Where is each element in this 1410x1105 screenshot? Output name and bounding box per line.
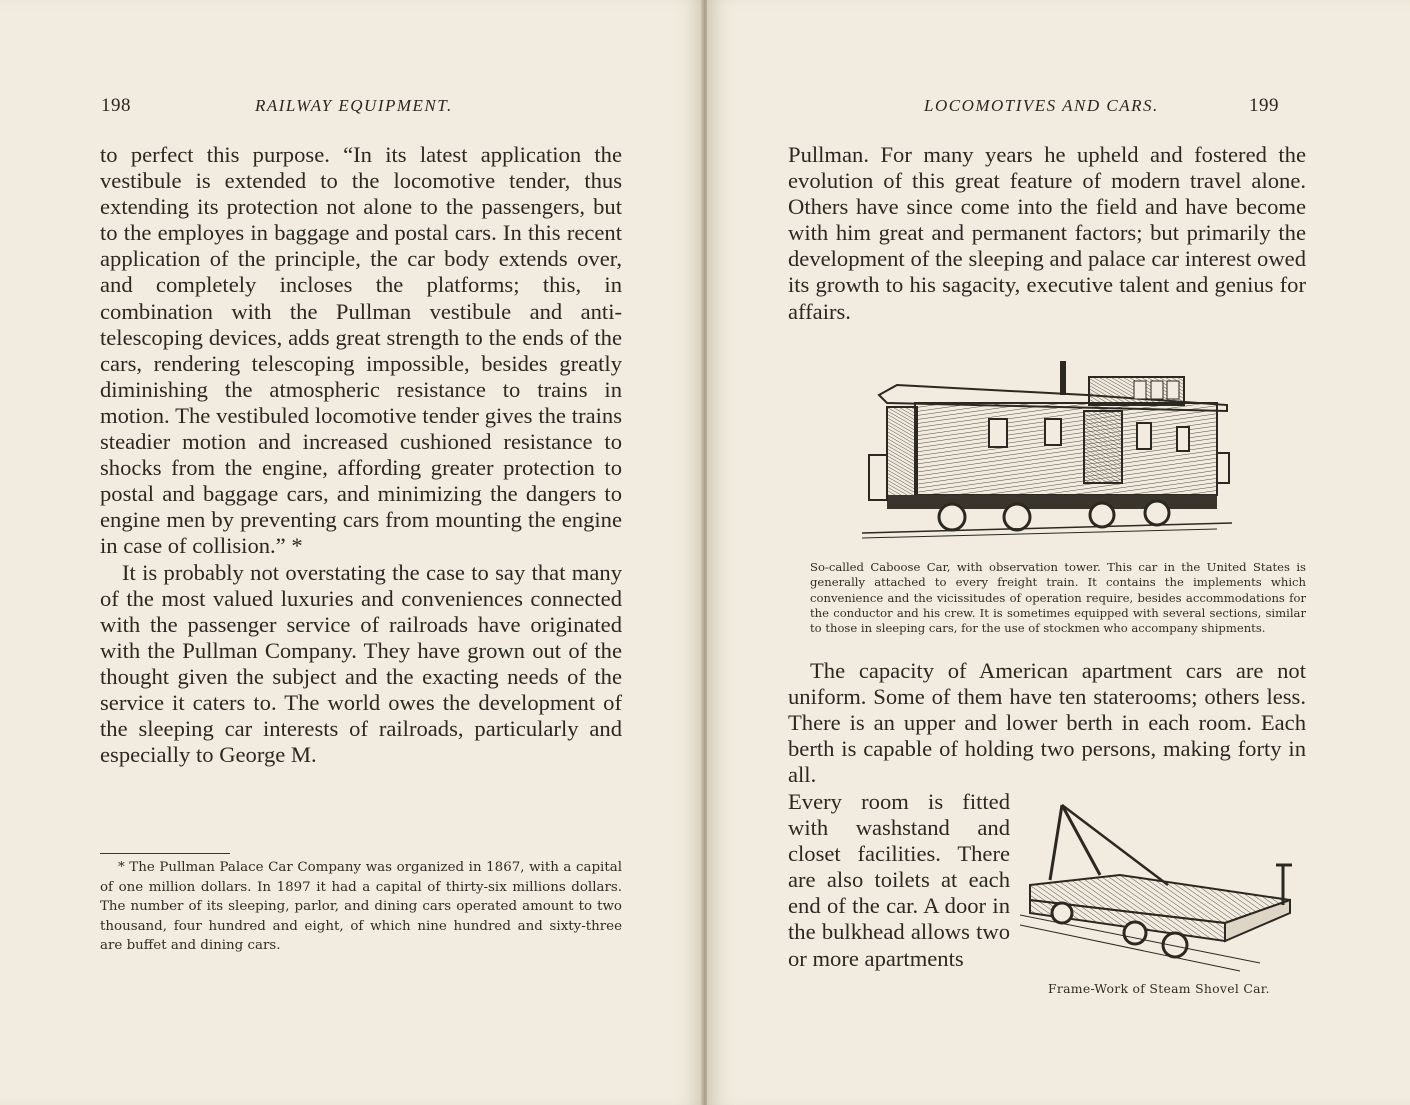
left-body-text: [100, 142, 622, 768]
footnote: [100, 858, 622, 956]
steam-shovel-car-illustration: [1020, 795, 1310, 975]
running-head-title-left: RAILWAY EQUIPMENT.: [255, 96, 453, 115]
steam-shovel-car-icon: [1020, 795, 1310, 975]
footnote-divider: [100, 853, 230, 854]
right-paragraph-2-wrapped: Every room is fitted with washstand and closet facilities. There are also toilets at each end of the car. A door in the bulkhead allows two or more apartments: [788, 789, 1010, 971]
steam-shovel-caption: Frame-Work of Steam Shovel Car.: [1048, 981, 1270, 996]
running-head-title-right: LOCOMOTIVES AND CARS.: [924, 96, 1159, 115]
caboose-caption: So-called Caboose Car, with observation tower. This car in the United States is generally attached to every freight train. It contains the implements which convenience and the vicissitudes of operation require, besides accommodations for the conductor and his crew. It is sometimes equipped with several sections, similar to those in sleeping cars, for the use of stockmen who accompany shipments.: [810, 560, 1306, 636]
left-page: [0, 0, 703, 1105]
right-page: [707, 0, 1410, 1105]
caboose-car-illustration: [857, 355, 1232, 545]
footnote-text: * The Pullman Palace Car Company was organized in 1867, with a capital of one million dollars. In 1897 it had a capital of thirty-six millions dollars. The number of its sleeping, parlor, and dining cars operated amount to two thousand, four hundred and eight, of which nine hundred and sixty-three are buffet and dining cars.: [100, 860, 622, 954]
right-body-text-2: [788, 658, 1306, 788]
right-paragraph-1: Pullman. For many years he upheld and fostered the evolution of this great feature of modern travel alone. Others have since come into the field and have become with him great and permanent factors; but primarily the development of the sleeping and palace car interest owed its growth to his sagacity, executive talent and genius for affairs.: [788, 142, 1306, 324]
left-paragraph-2: It is probably not overstating the case to say that many of the most valued luxuries and conveniences connected with the passenger service of railroads have originated with the Pullman Company. They have grown out of the thought given the subject and the exacting needs of the service it caters to. The world owes the development of the sleeping car interests of railroads, particularly and especially to George M.: [100, 559, 622, 768]
left-paragraph-1: to perfect this purpose. “In its latest application the vestibule is extended to the locomotive tender, thus extending its protection not alone to the passengers, but to the employes in baggage and postal cars. In this recent application of the principle, the car body extends over, and completely incloses the platforms; this, in combination with the Pullman vestibule and anti-telescoping devices, adds great strength to the ends of the cars, rendering telescoping impossible, besides greatly diminishing the atmospheric resistance to trains in motion. The vestibuled locomotive tender gives the trains steadier motion and increased cushioned resistance to shocks from the engine, affording greater protection to postal and baggage cars, and minimizing the dangers to engine men by preventing cars from mounting the engine in case of collision.” *: [100, 142, 622, 559]
right-body-text-1: [788, 142, 1306, 325]
page-number-right: 199: [1249, 95, 1279, 116]
page-number-left: 198: [101, 95, 131, 116]
right-paragraph-2: The capacity of American apartment cars are not uniform. Some of them have ten staterooms; others less. There is an upper and lower berth in each room. Each berth is capable of holding two persons, making forty in all.: [788, 658, 1306, 788]
caboose-icon: [857, 355, 1232, 545]
